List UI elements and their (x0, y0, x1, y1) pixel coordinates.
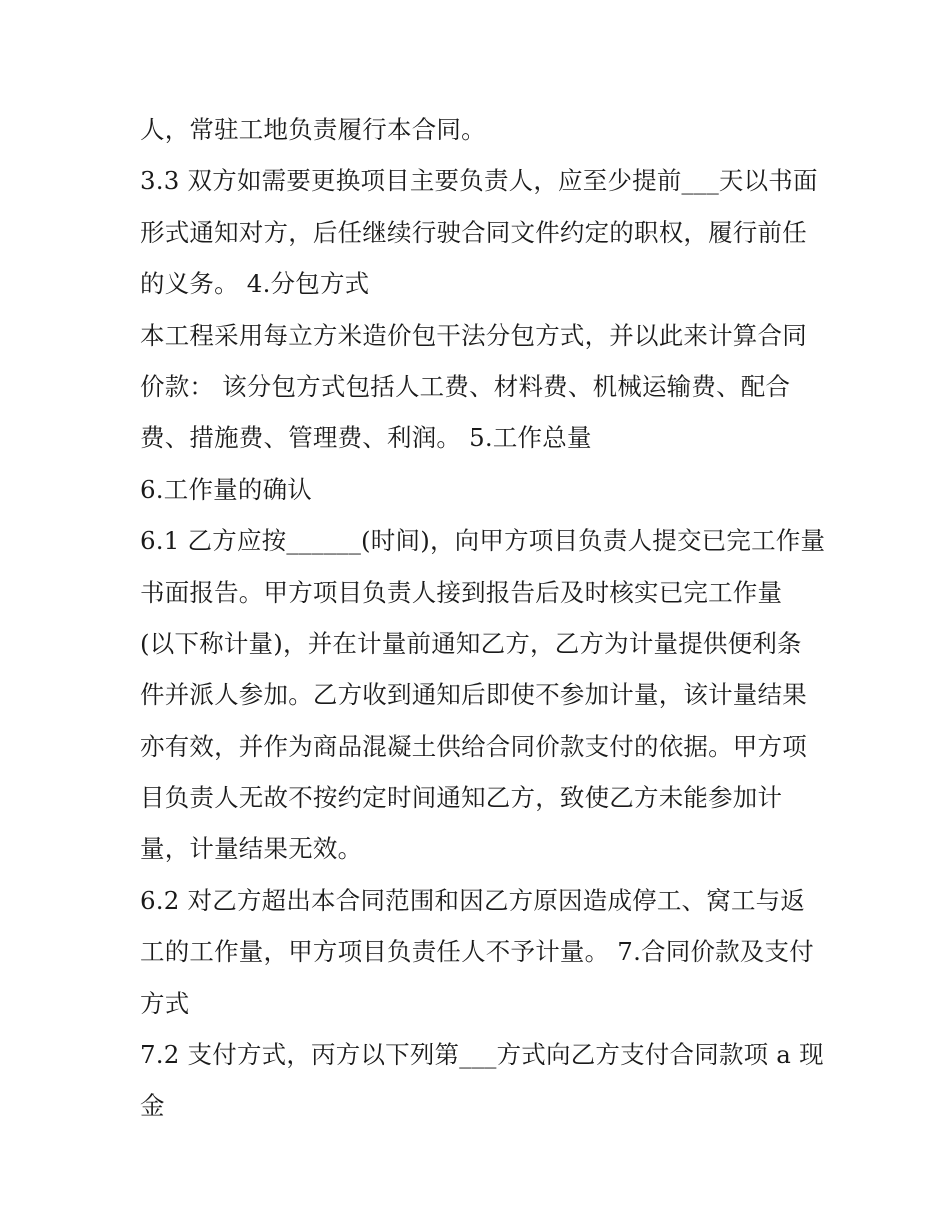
text-line: 费、措施费、管理费、利润。 5.工作总量 (140, 423, 592, 453)
text-line: 6.2 对乙方超出本合同范围和因乙方原因造成停工、窝工与返 (140, 885, 806, 915)
text-line: 形式通知对方，后任继续行驶合同文件约定的职权，履行前任 (140, 217, 807, 247)
text-line: 3.3 双方如需要更换项目主要负责人，应至少提前___天以书面 (140, 166, 818, 196)
text-line: 工的工作量，甲方项目负责任人不予计量。 7.合同价款及支付 (140, 937, 814, 967)
text-line: (以下称计量)，并在计量前通知乙方，乙方为计量提供便利条 (140, 628, 802, 658)
text-line: 6.工作量的确认 (140, 474, 312, 504)
text-line: 书面报告。甲方项目负责人接到报告后及时核实已完工作量 (140, 577, 783, 607)
text-line: 方式 (140, 988, 190, 1018)
text-line: 本工程采用每立方米造价包干法分包方式，并以此来计算合同 (140, 320, 807, 350)
text-line: 亦有效，并作为商品混凝土供给合同价款支付的依据。甲方项 (140, 731, 807, 761)
text-line: 件并派人参加。乙方收到通知后即使不参加计量，该计量结果 (140, 680, 807, 710)
text-line: 目负责人无故不按约定时间通知乙方，致使乙方未能参加计 (140, 783, 783, 813)
text-line: 的义务。 4.分包方式 (140, 269, 370, 299)
text-line: 7.2 支付方式，丙方以下列第___方式向乙方支付合同款项 a 现 (140, 1040, 824, 1070)
document-body (140, 104, 826, 1132)
text-line: 金 (140, 1091, 165, 1121)
text-line: 人，常驻工地负责履行本合同。 (140, 115, 486, 144)
text-line: 6.1 乙方应按______(时间)，向甲方项目负责人提交已完工作量 (140, 526, 826, 556)
text-line: 量，计量结果无效。 (140, 834, 363, 864)
text-line: 价款： 该分包方式包括人工费、材料费、机械运输费、配合 (140, 371, 791, 401)
